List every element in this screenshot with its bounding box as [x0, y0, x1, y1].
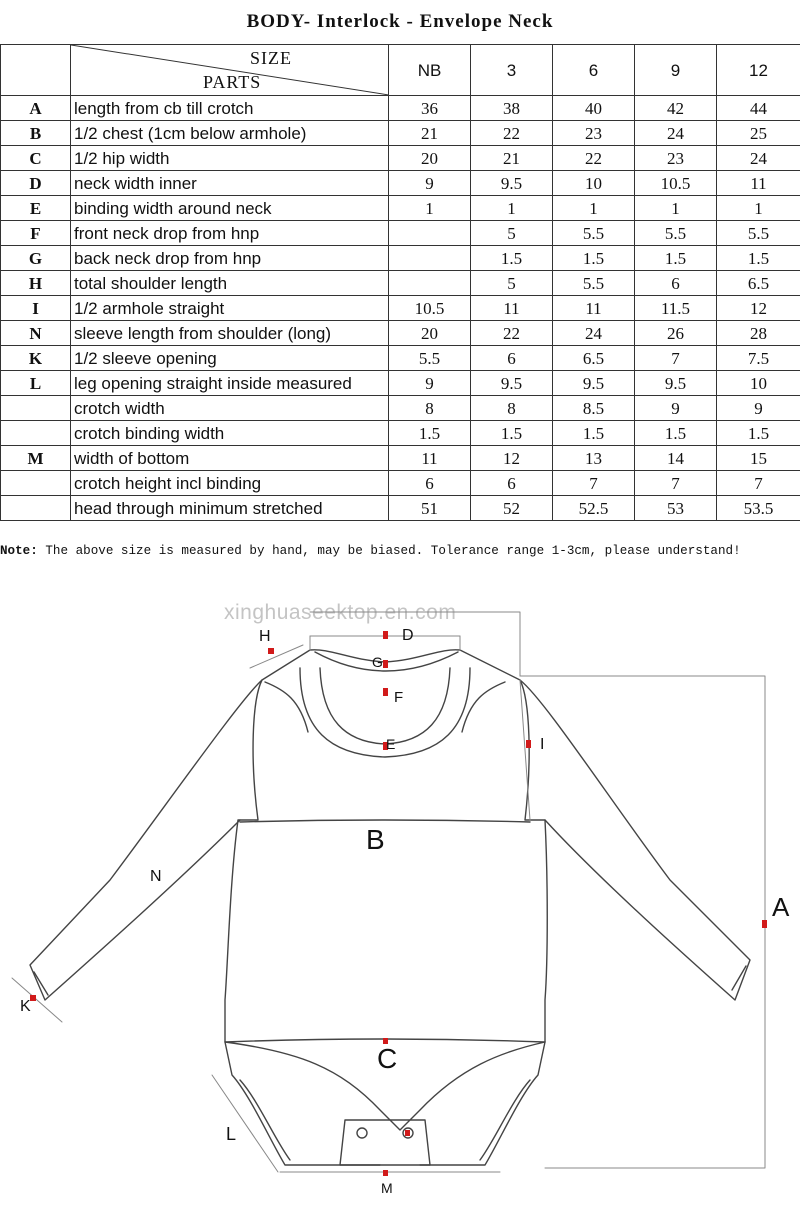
- row-value: [389, 246, 471, 271]
- row-value: 52: [471, 496, 553, 521]
- row-code: I: [1, 296, 71, 321]
- row-value: 1.5: [635, 246, 717, 271]
- table-row: [1, 271, 800, 296]
- row-value: 11.5: [635, 296, 717, 321]
- row-value: 21: [389, 121, 471, 146]
- row-value: 22: [471, 321, 553, 346]
- row-value: 1.5: [471, 246, 553, 271]
- row-value: 28: [717, 321, 800, 346]
- label-m: M: [381, 1180, 393, 1196]
- guide-top: [310, 612, 520, 676]
- label-l: L: [226, 1124, 237, 1144]
- row-value: 9.5: [471, 171, 553, 196]
- row-part-name: 1/2 armhole straight: [71, 296, 389, 321]
- row-part-name: total shoulder length: [71, 271, 389, 296]
- size-header-9: 9: [635, 45, 717, 96]
- row-value: 6: [471, 471, 553, 496]
- row-value: 10.5: [389, 296, 471, 321]
- row-code: N: [1, 321, 71, 346]
- table-row: [1, 146, 800, 171]
- row-value: 11: [471, 296, 553, 321]
- row-value: 9: [635, 396, 717, 421]
- table-row: [1, 121, 800, 146]
- row-value: 12: [471, 446, 553, 471]
- measurement-note: [0, 544, 800, 558]
- guide-a: [520, 676, 765, 1168]
- row-value: 12: [717, 296, 800, 321]
- row-value: 20: [389, 321, 471, 346]
- row-value: 21: [471, 146, 553, 171]
- table-row: [1, 196, 800, 221]
- row-value: 5.5: [553, 221, 635, 246]
- row-value: 1.5: [635, 421, 717, 446]
- label-d: D: [402, 627, 414, 644]
- right-sleeve: [520, 680, 750, 1000]
- row-code: [1, 421, 71, 446]
- measure-markers: [30, 631, 767, 1176]
- label-b: B: [366, 824, 385, 855]
- row-part-name: crotch width: [71, 396, 389, 421]
- row-code: G: [1, 246, 71, 271]
- row-value: 7: [635, 471, 717, 496]
- row-code: F: [1, 221, 71, 246]
- size-spec-table: [0, 44, 800, 521]
- row-value: 1: [471, 196, 553, 221]
- row-value: 26: [635, 321, 717, 346]
- row-value: 24: [553, 321, 635, 346]
- row-value: 14: [635, 446, 717, 471]
- neck-front-inner: [320, 668, 450, 744]
- table-row: [1, 446, 800, 471]
- table-row: [1, 221, 800, 246]
- row-value: 23: [553, 121, 635, 146]
- row-value: 20: [389, 146, 471, 171]
- table-row: [1, 471, 800, 496]
- row-part-name: crotch height incl binding: [71, 471, 389, 496]
- row-part-name: 1/2 chest (1cm below armhole): [71, 121, 389, 146]
- left-leg-binding: [240, 1080, 290, 1160]
- row-value: 5.5: [553, 271, 635, 296]
- label-c: C: [377, 1043, 398, 1074]
- page-title: BODY- Interlock - Envelope Neck: [246, 11, 554, 32]
- row-value: 9.5: [553, 371, 635, 396]
- watermark: xinghuaseektop.en.com: [224, 601, 457, 624]
- label-e: E: [386, 736, 396, 752]
- row-value: 11: [553, 296, 635, 321]
- row-value: 1.5: [471, 421, 553, 446]
- table-row: [1, 396, 800, 421]
- row-code: L: [1, 371, 71, 396]
- note-label: Note:: [0, 544, 38, 558]
- row-value: 38: [471, 96, 553, 121]
- garment-flat-sketch: [0, 575, 800, 1230]
- row-part-name: sleeve length from shoulder (long): [71, 321, 389, 346]
- header-diagonal-cell: [71, 45, 389, 96]
- crotch-flap: [340, 1120, 430, 1165]
- row-value: 40: [553, 96, 635, 121]
- row-value: 52.5: [553, 496, 635, 521]
- size-header-3: 3: [471, 45, 553, 96]
- chest-line: [240, 820, 530, 822]
- row-value: 11: [717, 171, 800, 196]
- header-code-cell: [1, 45, 71, 96]
- row-part-name: head through minimum stretched: [71, 496, 389, 521]
- note-text: The above size is measured by hand, may be biased. Tolerance range 1-3cm, please understand!: [37, 544, 741, 558]
- snap-left: [357, 1128, 367, 1138]
- table-row: [1, 321, 800, 346]
- row-value: 9.5: [471, 371, 553, 396]
- row-value: 1.5: [553, 246, 635, 271]
- size-header-12: 12: [717, 45, 800, 96]
- label-i: I: [540, 736, 545, 753]
- row-value: 25: [717, 121, 800, 146]
- right-leg-opening: [420, 1042, 545, 1165]
- row-value: 8.5: [553, 396, 635, 421]
- row-value: 51: [389, 496, 471, 521]
- row-part-name: crotch binding width: [71, 421, 389, 446]
- row-part-name: front neck drop from hnp: [71, 221, 389, 246]
- row-value: 24: [717, 146, 800, 171]
- table-header-row: [1, 45, 800, 96]
- table-row: [1, 171, 800, 196]
- row-part-name: 1/2 hip width: [71, 146, 389, 171]
- right-leg-binding: [480, 1080, 530, 1160]
- row-value: 1: [553, 196, 635, 221]
- row-value: 1.5: [717, 246, 800, 271]
- row-value: 1.5: [717, 421, 800, 446]
- row-value: 22: [553, 146, 635, 171]
- table-row: [1, 296, 800, 321]
- row-part-name: length from cb till crotch: [71, 96, 389, 121]
- row-value: 6: [389, 471, 471, 496]
- row-value: 10.5: [635, 171, 717, 196]
- row-value: 8: [389, 396, 471, 421]
- table-row: [1, 346, 800, 371]
- table-row: [1, 96, 800, 121]
- row-value: 1.5: [389, 421, 471, 446]
- row-value: [389, 221, 471, 246]
- row-code: K: [1, 346, 71, 371]
- row-code: C: [1, 146, 71, 171]
- row-code: D: [1, 171, 71, 196]
- row-part-name: neck width inner: [71, 171, 389, 196]
- row-value: 5: [471, 221, 553, 246]
- row-value: 24: [635, 121, 717, 146]
- row-code: H: [1, 271, 71, 296]
- row-value: 9: [717, 396, 800, 421]
- table-row: [1, 246, 800, 271]
- table-row: [1, 371, 800, 396]
- table-row: [1, 421, 800, 446]
- row-value: 5: [471, 271, 553, 296]
- row-value: 1.5: [553, 421, 635, 446]
- row-code: A: [1, 96, 71, 121]
- row-code: [1, 396, 71, 421]
- row-value: 5.5: [717, 221, 800, 246]
- row-value: 9.5: [635, 371, 717, 396]
- row-value: 7: [553, 471, 635, 496]
- row-code: [1, 496, 71, 521]
- row-value: 6: [635, 271, 717, 296]
- size-header-label: SIZE: [250, 48, 292, 68]
- row-value: 23: [635, 146, 717, 171]
- label-n: N: [150, 868, 162, 885]
- label-g: G: [372, 654, 383, 670]
- row-value: [389, 271, 471, 296]
- table-row: [1, 496, 800, 521]
- row-value: 44: [717, 96, 800, 121]
- row-value: 5.5: [389, 346, 471, 371]
- row-value: 6: [471, 346, 553, 371]
- parts-header-label: PARTS: [203, 72, 262, 92]
- row-value: 53.5: [717, 496, 800, 521]
- row-code: E: [1, 196, 71, 221]
- row-value: 5.5: [635, 221, 717, 246]
- row-value: 13: [553, 446, 635, 471]
- size-header-nb: NB: [389, 45, 471, 96]
- left-leg-opening: [225, 1042, 380, 1165]
- row-code: B: [1, 121, 71, 146]
- row-part-name: binding width around neck: [71, 196, 389, 221]
- row-value: 6.5: [717, 271, 800, 296]
- row-part-name: leg opening straight inside measured: [71, 371, 389, 396]
- label-k: K: [20, 998, 31, 1015]
- row-value: 15: [717, 446, 800, 471]
- row-value: 42: [635, 96, 717, 121]
- size-header-6: 6: [553, 45, 635, 96]
- label-h: H: [259, 628, 271, 645]
- row-value: 8: [471, 396, 553, 421]
- row-value: 7: [717, 471, 800, 496]
- row-value: 6.5: [553, 346, 635, 371]
- row-value: 9: [389, 171, 471, 196]
- label-f: F: [394, 689, 404, 706]
- row-value: 7: [635, 346, 717, 371]
- row-part-name: width of bottom: [71, 446, 389, 471]
- row-code: M: [1, 446, 71, 471]
- row-value: 36: [389, 96, 471, 121]
- guide-h: [250, 645, 303, 668]
- row-value: 10: [717, 371, 800, 396]
- row-value: 9: [389, 371, 471, 396]
- row-value: 53: [635, 496, 717, 521]
- row-code: [1, 471, 71, 496]
- row-value: 1: [389, 196, 471, 221]
- row-value: 10: [553, 171, 635, 196]
- row-part-name: 1/2 sleeve opening: [71, 346, 389, 371]
- row-value: 1: [717, 196, 800, 221]
- row-part-name: back neck drop from hnp: [71, 246, 389, 271]
- row-value: 1: [635, 196, 717, 221]
- row-value: 11: [389, 446, 471, 471]
- row-value: 7.5: [717, 346, 800, 371]
- label-a: A: [772, 892, 790, 922]
- row-value: 22: [471, 121, 553, 146]
